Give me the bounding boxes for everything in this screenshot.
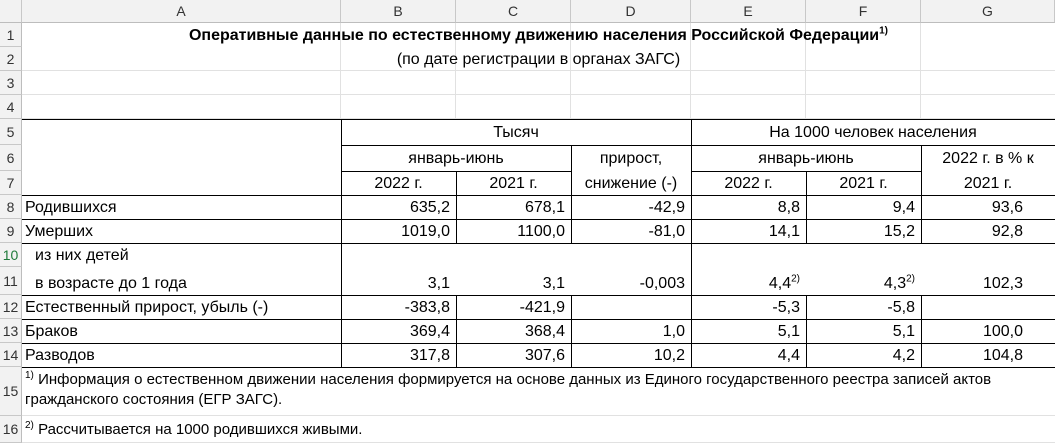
cell-e[interactable]: 14,1 (768, 223, 800, 240)
header-pct-line1[interactable]: 2022 г. в % к (942, 150, 1034, 167)
cell-b[interactable]: 369,4 (409, 323, 450, 340)
cell-b[interactable]: 3,1 (427, 275, 450, 292)
cell-e[interactable]: 4,4 (777, 347, 800, 364)
cell-value: 4,3 (883, 275, 907, 292)
header-thousands[interactable]: Тысяч (493, 124, 539, 141)
row-header-6[interactable]: 6 (0, 145, 22, 171)
column-header-a[interactable]: A (22, 0, 341, 23)
cell-d[interactable]: -42,9 (648, 199, 685, 216)
cell-g[interactable]: 93,6 (991, 199, 1023, 216)
header-jan-jun-abs[interactable]: январь-июнь (408, 150, 504, 167)
row-header-1[interactable]: 1 (0, 23, 22, 47)
column-header-d[interactable]: D (571, 0, 691, 23)
cell-g[interactable]: 100,0 (982, 323, 1023, 340)
header-pct-line2[interactable]: 2021 г. (963, 175, 1013, 192)
cell-f[interactable]: 4,2 (892, 347, 915, 364)
row-header-14[interactable]: 14 (0, 343, 22, 367)
row-header-8[interactable]: 8 (0, 195, 22, 219)
column-header-c[interactable]: C (456, 0, 571, 23)
header-2022-abs[interactable]: 2022 г. (374, 175, 423, 192)
footnote-1-marker: 1) (25, 370, 34, 381)
cell-g[interactable]: 102,3 (982, 275, 1023, 292)
header-2021-rate[interactable]: 2021 г. (839, 175, 888, 192)
cell-c[interactable]: 3,1 (542, 275, 565, 292)
row-header-5[interactable]: 5 (0, 119, 22, 145)
row-header-16[interactable]: 16 (0, 416, 22, 443)
cell-b[interactable]: 317,8 (409, 347, 450, 364)
row-label[interactable]: Разводов (25, 347, 95, 364)
row-label[interactable]: Естественный прирост, убыль (-) (25, 299, 269, 316)
row-header-10[interactable]: 10 (0, 243, 22, 267)
row-header-9[interactable]: 9 (0, 219, 22, 243)
select-all-corner[interactable] (0, 0, 22, 23)
cell-c[interactable]: 307,6 (524, 347, 565, 364)
row-header-13[interactable]: 13 (0, 319, 22, 343)
cell-e[interactable]: -5,3 (772, 299, 800, 316)
cell-e[interactable] (691, 274, 800, 293)
cell-e[interactable]: 5,1 (777, 323, 800, 340)
cell-f[interactable]: 9,4 (892, 199, 915, 216)
cell-g[interactable]: 92,8 (991, 223, 1023, 240)
column-header-f[interactable]: F (806, 0, 921, 23)
footnote-1[interactable] (25, 370, 1045, 410)
sheet-subtitle: (по дате регистрации в органах ЗАГС) (396, 51, 681, 68)
cell-f[interactable]: 15,2 (883, 223, 915, 240)
cell-c[interactable]: 678,1 (524, 199, 565, 216)
row-label[interactable]: Умерших (25, 223, 94, 240)
row-header-4[interactable]: 4 (0, 95, 22, 119)
header-2021-abs[interactable]: 2021 г. (489, 175, 538, 192)
cell-c[interactable]: -421,9 (519, 299, 565, 316)
header-per-1000[interactable]: На 1000 человек населения (769, 124, 977, 141)
footnote-2-text: Рассчитывается на 1000 родившихся живыми. (38, 421, 363, 438)
footnote-ref: 2) (906, 273, 915, 285)
row-label[interactable]: Родившихся (25, 199, 117, 216)
footnote-1-text: Информация о естественном движении населения формируется на основе данных из Единого государственного реестра записей актов гражданского состояния (ЕГР ЗАГС). (25, 371, 992, 408)
row-header-11[interactable]: 11 (0, 267, 22, 295)
row-header-3[interactable]: 3 (0, 71, 22, 95)
cell-d[interactable]: -81,0 (648, 223, 685, 240)
cell-d[interactable]: 1,0 (662, 323, 685, 340)
cell-c[interactable]: 1100,0 (517, 223, 565, 240)
header-growth-line1[interactable]: прирост, (599, 150, 663, 167)
column-header-b[interactable]: B (341, 0, 456, 23)
row-header-12[interactable]: 12 (0, 295, 22, 319)
cell-f[interactable]: -5,8 (887, 299, 915, 316)
row-label[interactable]: Браков (25, 323, 78, 340)
row-label[interactable]: в возрасте до 1 года (35, 275, 187, 292)
header-jan-jun-rate[interactable]: январь-июнь (758, 150, 854, 167)
cell-b[interactable]: 1019,0 (401, 223, 450, 240)
sheet-title (22, 26, 1055, 45)
cell-e[interactable]: 8,8 (777, 199, 800, 216)
header-2022-rate[interactable]: 2022 г. (724, 175, 773, 192)
column-header-e[interactable]: E (691, 0, 806, 23)
cell-d[interactable]: -0,003 (639, 275, 685, 292)
row-header-15[interactable]: 15 (0, 367, 22, 416)
cell-value: 4,4 (768, 275, 792, 292)
row-label[interactable]: из них детей (35, 247, 129, 264)
cell-g[interactable]: 104,8 (982, 347, 1023, 364)
cell-b[interactable]: 635,2 (409, 199, 450, 216)
cell-f[interactable] (806, 274, 915, 293)
cell-d[interactable]: 10,2 (653, 347, 685, 364)
footnote-ref: 2) (791, 273, 800, 285)
cell-c[interactable]: 368,4 (524, 323, 565, 340)
row-header-7[interactable]: 7 (0, 171, 22, 195)
sheet-title-text: Оперативные данные по естественному движению населения Российской Федерации (188, 27, 880, 44)
footnote-2-marker: 2) (25, 420, 34, 431)
title-footnote-ref: 1) (879, 25, 889, 37)
row-header-2[interactable]: 2 (0, 47, 22, 71)
cell-f[interactable]: 5,1 (892, 323, 915, 340)
footnote-2[interactable] (25, 420, 1045, 440)
column-header-g[interactable]: G (921, 0, 1055, 23)
cell-b[interactable]: -383,8 (404, 299, 450, 316)
header-growth-line2[interactable]: снижение (-) (584, 175, 678, 192)
